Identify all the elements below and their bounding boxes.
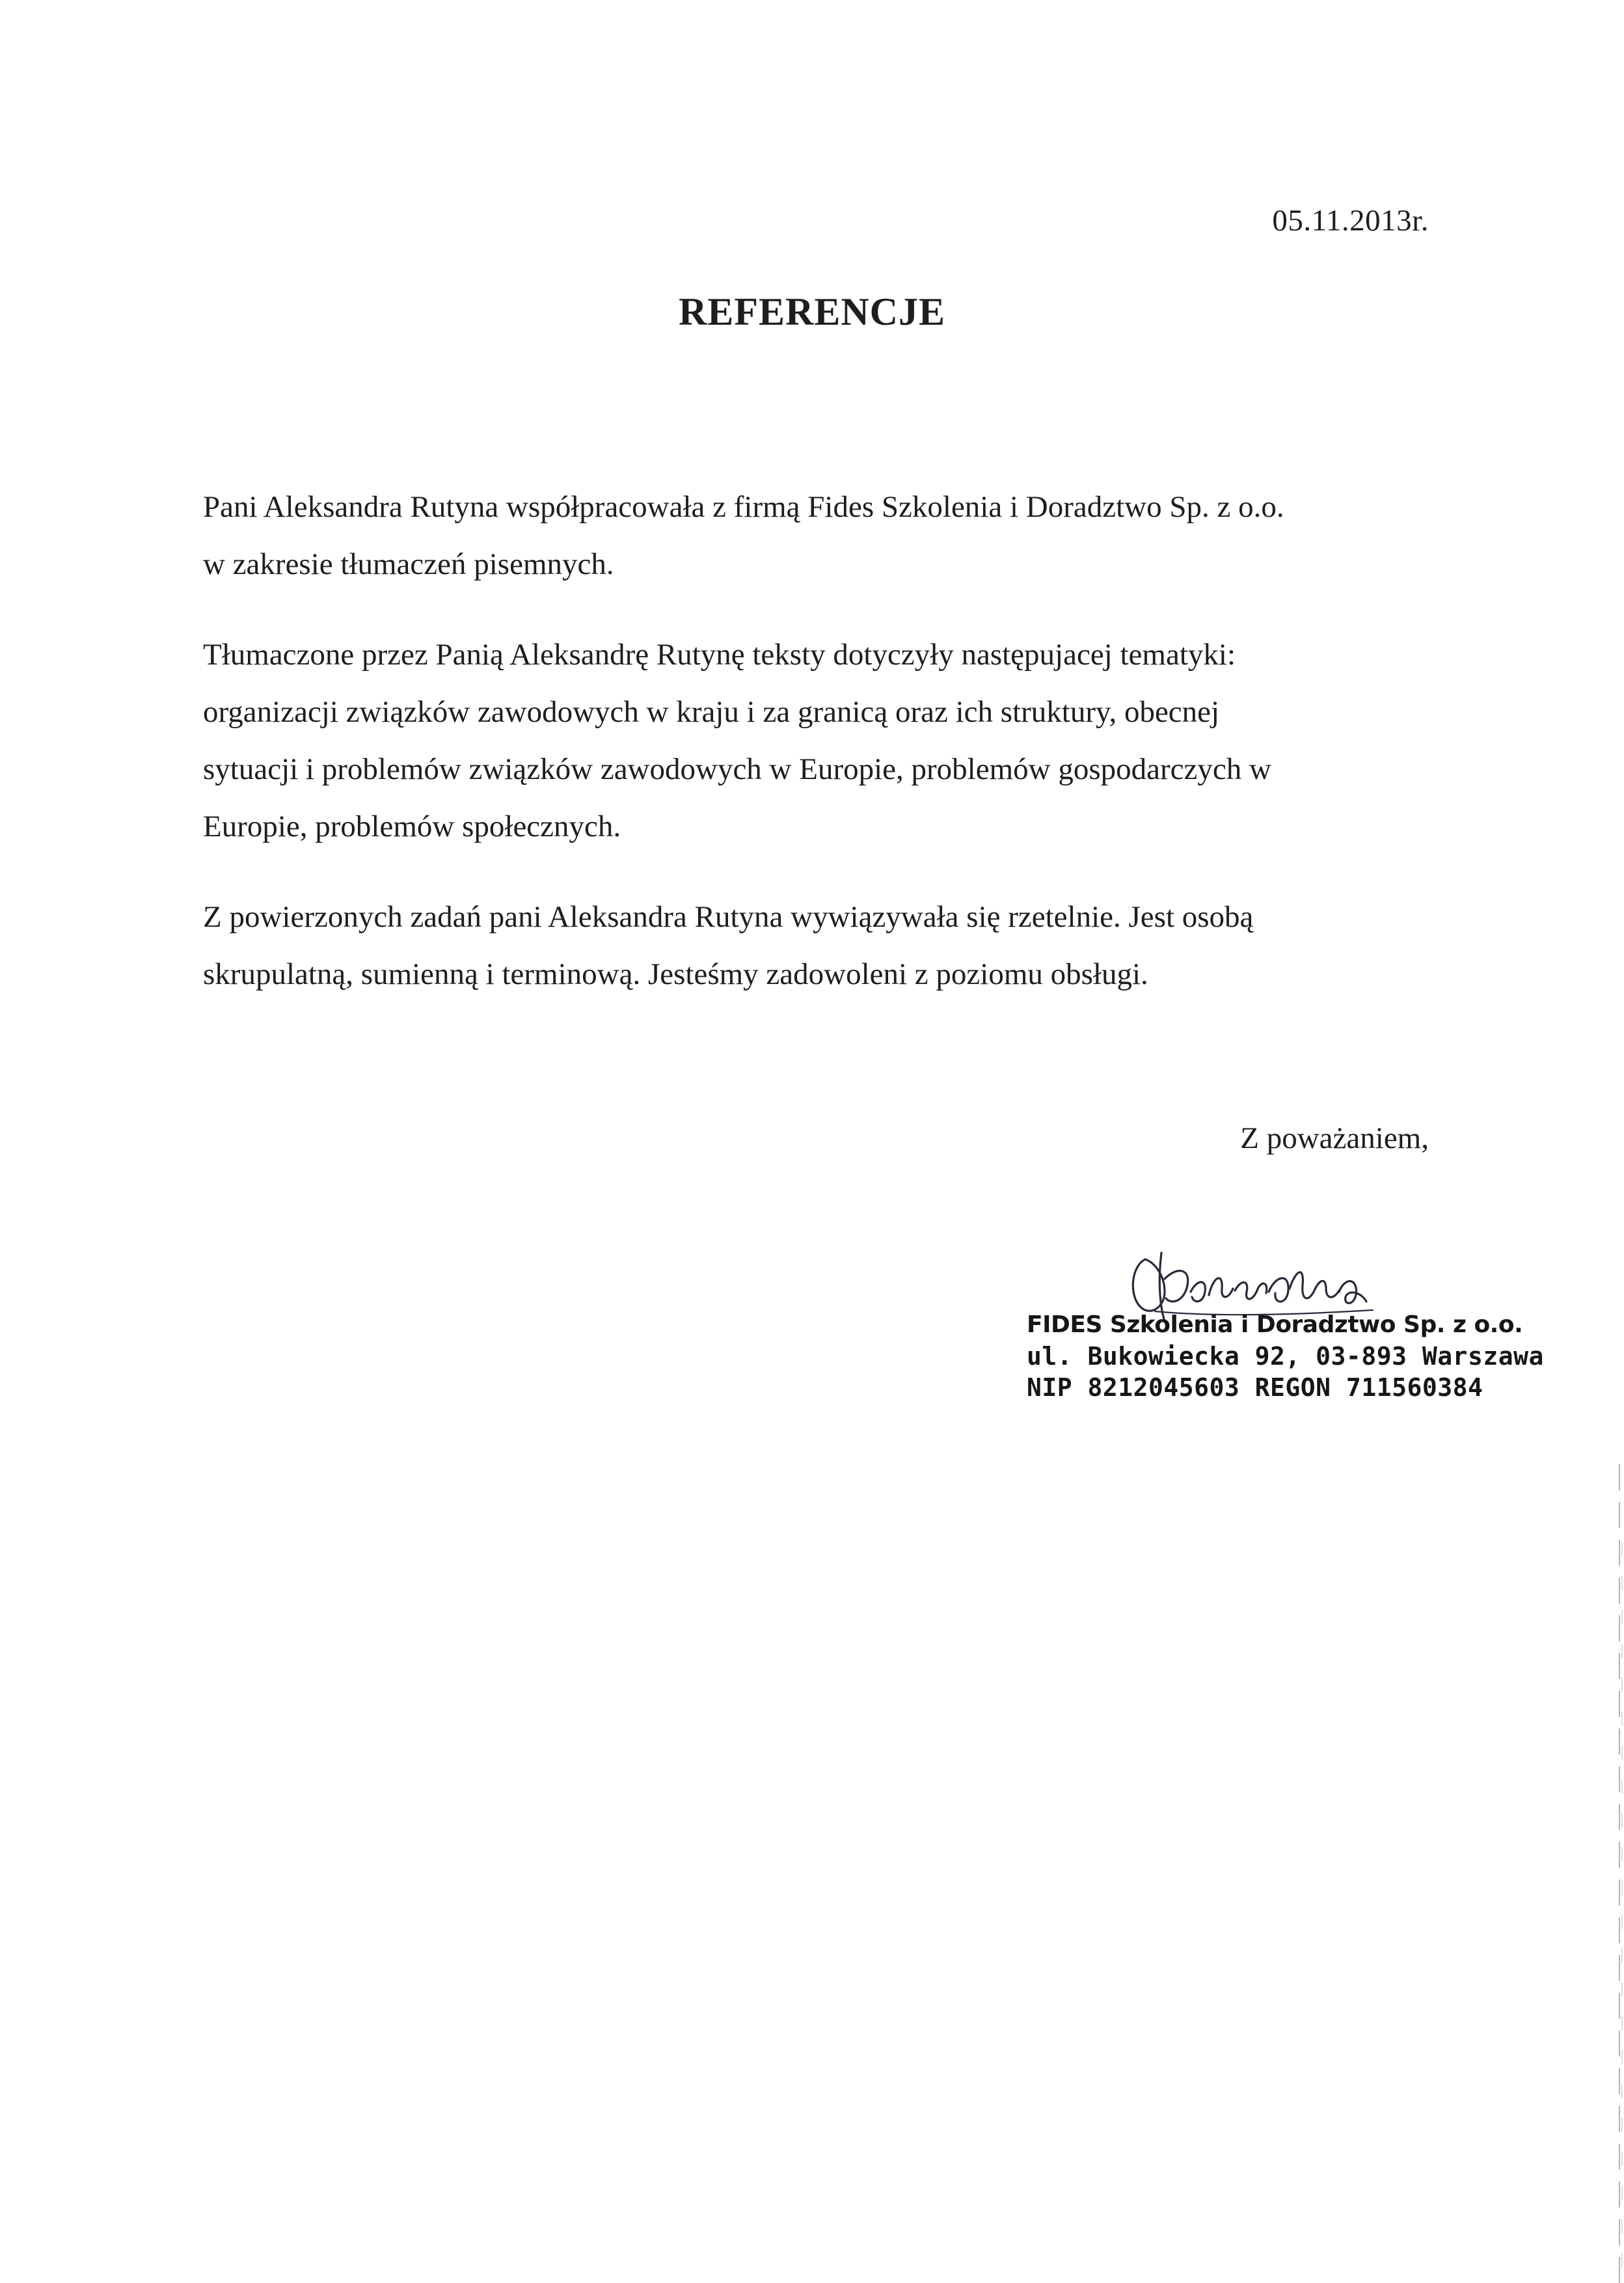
paragraph-line: Europie, problemów społecznych.: [203, 810, 621, 843]
paragraph-line: Tłumaczone przez Panią Aleksandrę Rutynę teksty dotyczyły następujacej tematyki:: [203, 638, 1236, 672]
document-title: REFERENCJE: [678, 290, 946, 333]
paragraph-line: organizacji związków zawodowych w kraju i za granicą oraz ich struktury, obecnej: [203, 695, 1220, 729]
stamp-company-name: FIDES Szkolenia i Doradztwo Sp. z o.o.: [1027, 1311, 1523, 1338]
scan-edge-marks: [1617, 1464, 1624, 2283]
paragraph-line: skrupulatną, sumienną i terminową. Jesteśmy zadowoleni z poziomu obsługi.: [203, 957, 1148, 991]
paragraph-3: [203, 888, 1439, 1003]
stamp-address: ul. Bukowiecka 92, 03-893 Warszawa: [1027, 1342, 1544, 1371]
document-body: [203, 478, 1439, 1003]
company-stamp: [1027, 1309, 1544, 1403]
paragraph-line: Z powierzonych zadań pani Aleksandra Rutyna wywiązywała się rzetelnie. Jest osobą: [203, 900, 1254, 934]
paragraph-2: [203, 626, 1439, 855]
paragraph-line: w zakresie tłumaczeń pisemnych.: [203, 547, 614, 581]
paragraph-1: [203, 478, 1439, 593]
paragraph-line: sytuacji i problemów związków zawodowych w Europie, problemów gospodarczych w: [203, 752, 1271, 786]
stamp-ids: NIP 8212045603 REGON 711560384: [1027, 1373, 1483, 1402]
closing-salutation: Z poważaniem,: [1240, 1121, 1429, 1155]
document-date: 05.11.2013r.: [1272, 204, 1429, 238]
paragraph-line: Pani Aleksandra Rutyna współpracowała z firmą Fides Szkolenia i Doradztwo Sp. z o.o.: [203, 490, 1284, 524]
